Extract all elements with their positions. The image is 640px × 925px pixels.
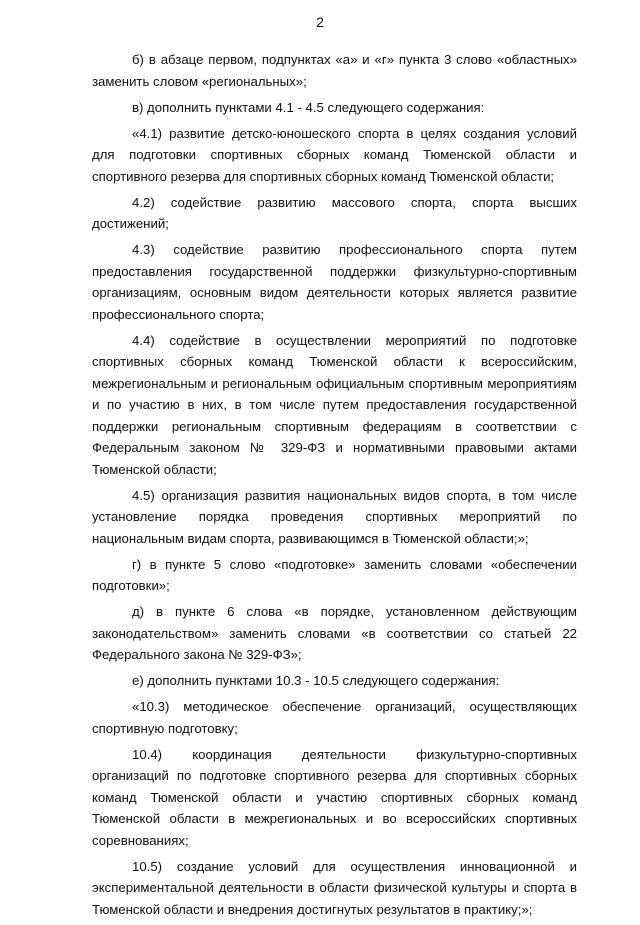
paragraph-10-4: 10.4) координация деятельности физкультурно-спортивных организаций по подготовке спортивного резерва для спортивных сборных команд Тюменской области и участию спортивных сборных команд Тюменской области в межрегиональных и во всероссийских спортивных соревнованиях;: [92, 746, 577, 848]
paragraph-4-5: 4.5) организация развития национальных видов спорта, в том числе установление порядка проведения спортивных мероприятий по национальным видам спорта, развивающимся в Тюменской области;»;: [92, 487, 577, 546]
page-number: 2: [316, 14, 324, 30]
paragraph-10-5: 10.5) создание условий для осуществления инновационной и экспериментальной деятельности в области физической культуры и спорта в Тюменской области и внедрения достигнутых результатов в практику;»;: [92, 858, 577, 917]
paragraph-4-4: 4.4) содействие в осуществлении мероприятий по подготовке спортивных сборных команд Тюменской области к всероссийским, межрегиональным и региональным официальным спортивным мероприятиям и по участию в них, в том числе путем предоставления государственной поддержки региональным спортивным федерациям в соответствии с Федеральным законом № 329-ФЗ и нормативными правовыми актами Тюменской области;: [92, 332, 577, 477]
paragraph-v: в) дополнить пунктами 4.1 - 4.5 следующего содержания:: [132, 99, 485, 115]
paragraph-4-3: 4.3) содействие развитию профессионального спорта путем предоставления государственной поддержки физкультурно-спортивным организациям, основным видом деятельности которых является развитие профессионального спорта;: [92, 242, 577, 322]
document-body: [92, 49, 577, 925]
paragraph-b: б) в абзаце первом, подпунктах «а» и «г» пункта 3 слово «областных» заменить словом «региональных»;: [92, 52, 577, 89]
paragraph-10-3: «10.3) методическое обеспечение организаций, осуществляющих спортивную подготовку;: [92, 699, 577, 736]
paragraph-4-1: «4.1) развитие детско-юношеского спорта в целях создания условий для подготовки спортивных сборных команд Тюменской области и спортивного резерва для спортивных сборных команд Тюменской области;: [92, 125, 577, 184]
paragraph-e: е) дополнить пунктами 10.3 - 10.5 следующего содержания:: [132, 673, 500, 688]
paragraph-d: д) в пункте 6 слова «в порядке, установленном действующим законодательством» заменить словами «в соответствии со статьей 22 Федерального закона № 329-ФЗ»;: [92, 604, 577, 662]
paragraph-g: г) в пункте 5 слово «подготовке» заменить словами «обеспечении подготовки»;: [92, 556, 577, 593]
paragraph-4-2: 4.2) содействие развитию массового спорта, спорта высших достижений;: [92, 194, 577, 231]
